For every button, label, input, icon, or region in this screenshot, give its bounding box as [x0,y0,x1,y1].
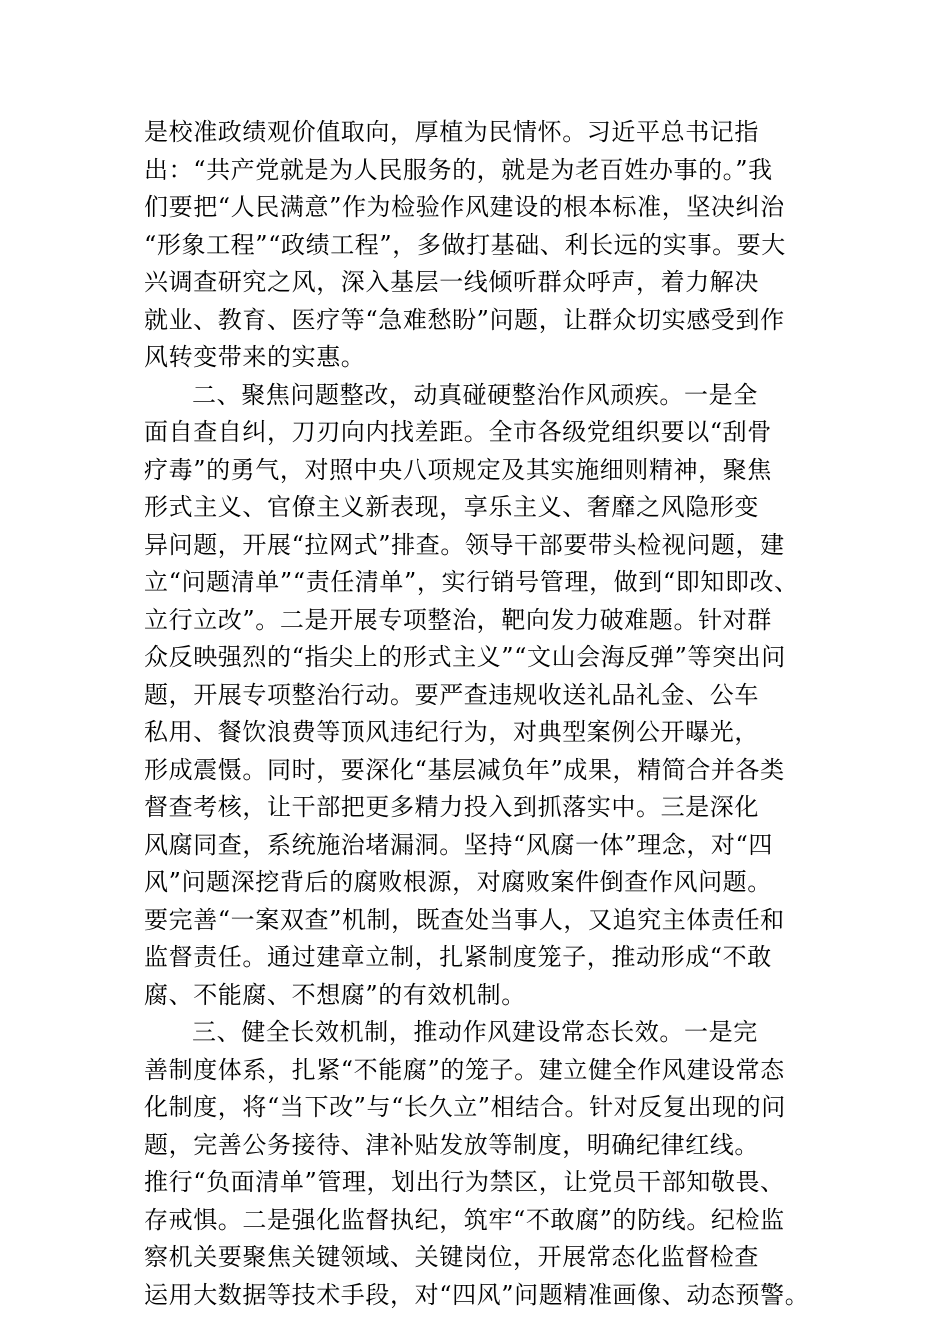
text-line: 众反映强烈的“指尖上的形式主义”“文山会海反弹”等突出问 [144,643,786,671]
text-line: 就业、教育、医疗等“急难愁盼”问题，让群众切实感受到作 [144,305,785,334]
text-line: 腐、不能腐、不想腐”的有效机制。 [144,980,526,1009]
text-line: 私用、餐饮浪费等顶风违纪行为，对典型案例公开曝光， [144,718,759,746]
text-line: 化制度，将“当下改”与“长久立”相结合。针对反复出现的问 [144,1093,786,1121]
text-line: “形象工程”“政绩工程”，多做打基础、利长远的实事。要大 [144,230,786,259]
text-line: 察机关要聚焦关键领域、关键岗位，开展常态化监督检查 [144,1243,759,1271]
paragraph-heading-line: 三、健全长效机制，推动作风建设常态长效。一是完 [192,1018,758,1046]
text-line: 兴调查研究之风，深入基层一线倾听群众呼声，着力解决 [144,268,759,296]
text-line: 风转变带来的实惠。 [144,343,366,371]
text-line: 要完善“一案双查”机制，既查处当事人，又追究主体责任和 [144,905,785,934]
text-line: 疗毒”的勇气，对照中央八项规定及其实施细则精神，聚焦 [144,455,772,484]
paragraph-heading-line: 二、聚焦问题整改，动真碰硬整治作风顽疾。一是全 [192,380,758,409]
text-line: 异问题，开展“拉网式”排查。领导干部要带头检视问题，建 [144,530,785,559]
text-line: 面自查自纠，刀刃向内找差距。全市各级党组织要以“刮骨 [144,418,772,446]
document-body [144,114,834,1314]
text-line: 存戒惧。二是强化监督执纪，筑牢“不敢腐”的防线。纪检监 [144,1205,785,1234]
text-line: 们要把“人民满意”作为检验作风建设的根本标准，坚决纠治 [144,193,785,221]
text-line: 出：“共产党就是为人民服务的，就是为老百姓办事的。”我 [144,155,773,184]
text-line: 推行“负面清单”管理，划出行为禁区，让党员干部知敬畏、 [144,1168,785,1196]
text-line: 形成震慑。同时，要深化“基层减负年”成果，精简合并各类 [144,755,785,784]
text-line: 立“问题清单”“责任清单”，实行销号管理，做到“即知即改、 [144,568,799,596]
text-line: 题，完善公务接待、津补贴发放等制度，明确纪律红线。 [144,1130,759,1159]
text-line: 风腐同查，系统施治堵漏洞。坚持“风腐一体”理念，对“四 [144,830,774,859]
text-line: 善制度体系，扎紧“不能腐”的笼子。建立健全作风建设常态 [144,1055,785,1084]
text-line: 立行立改”。二是开展专项整治，靶向发力破难题。针对群 [144,605,772,634]
text-line: 形式主义、官僚主义新表现，享乐主义、奢靡之风隐形变 [144,493,759,521]
text-line: 运用大数据等技术手段，对“四风”问题精准画像、动态预警。 [144,1280,810,1309]
text-line: 风”问题深挖背后的腐败根源，对腐败案件倒查作风问题。 [144,868,772,896]
text-line: 监督责任。通过建章立制，扎紧制度笼子，推动形成“不敢 [144,943,772,971]
text-line: 题，开展专项整治行动。要严查违规收送礼品礼金、公车 [144,680,759,709]
text-line: 督查考核，让干部把更多精力投入到抓落实中。三是深化 [144,793,759,821]
text-line: 是校准政绩观价值取向，厚植为民情怀。习近平总书记指 [144,118,759,146]
